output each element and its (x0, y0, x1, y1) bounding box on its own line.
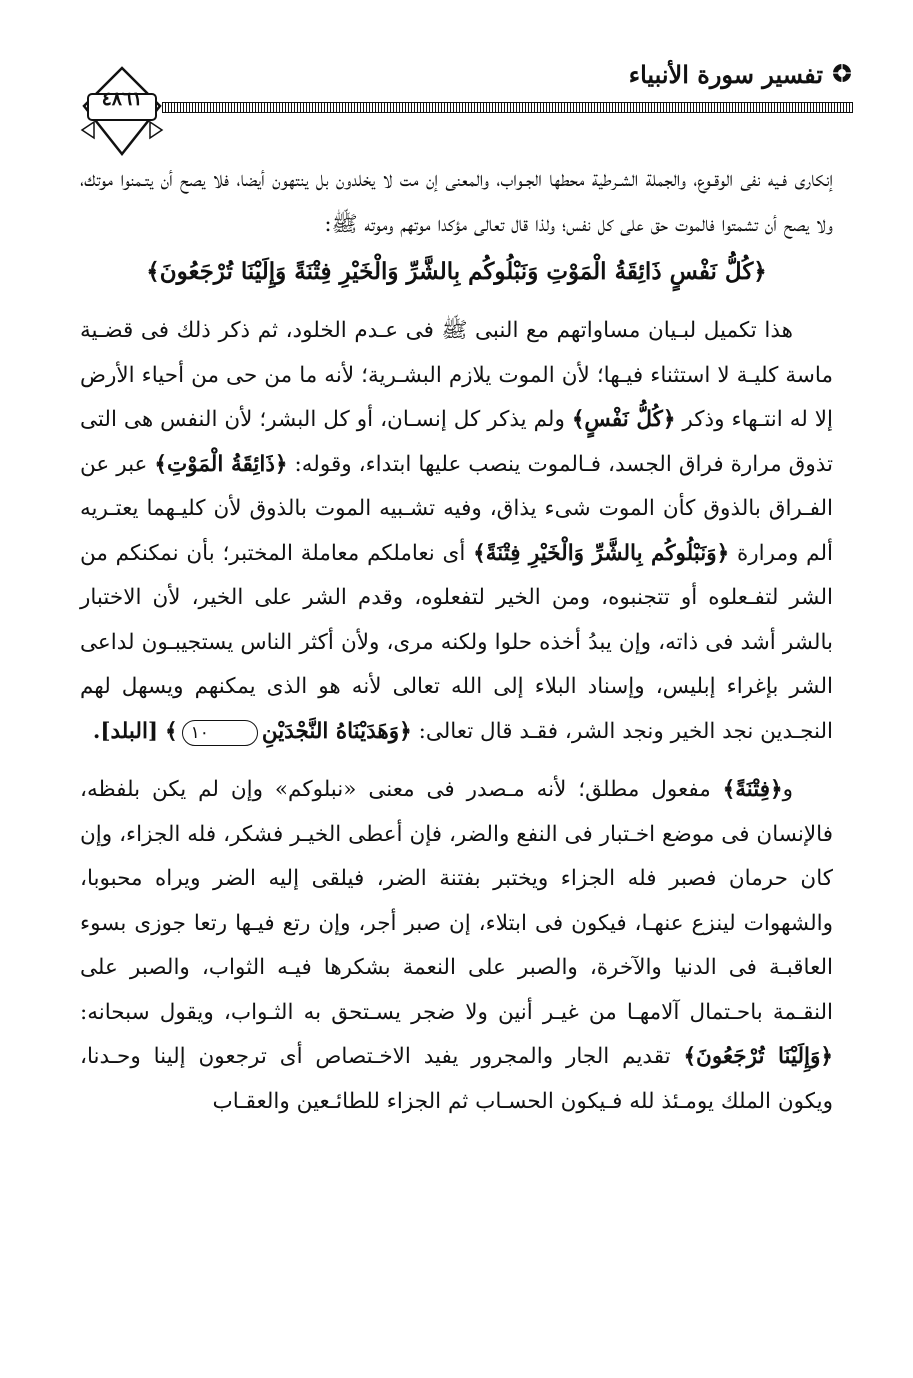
flower-ornament-icon (831, 62, 853, 84)
paragraph-2 (80, 309, 833, 754)
paragraph-2-text-4: أى نعاملكم معاملة المختبر؛ بأن نمكنكم من الشر لتفـعلوه أو تتجنبوه، ومن الخير لتفعلوه، وقدم الشر على الخير، لأن الاختبار بالشر أشد فى ذاته، وإن يبدُ أخذه حلوا ولكنه مرى، ولأن أكثر الناس يستجيبـون لداعى الشر بإغراء إبليس، وإسناد البلاء إلى الله تعالى لأنه هو الذى يمكنهم ويسهل لهم النجـدين نجد الخير ونجد الشر، فقـد قال تعالى: (80, 540, 833, 744)
quran-quote: ﴿وَهَدَيْنَاهُ النَّجْدَيْنِ (261, 718, 412, 744)
paragraph-2-text-1: هذا تكميل لبـيان مساواتهم مع النبى ﷺ فى عـدم الخلود، ثم ذكر ذلك فى قضـية ماسة كليـة لا استثناء فيـها؛ لأن الموت يلازم البشـرية؛ لأنه ما من حى من أحياء الأرض إلا له انتـهاء وذكر (80, 318, 834, 432)
surah-title: تفسير سورة الأنبياء (628, 60, 823, 89)
quran-verse: ﴿كُلُّ نَفْسٍ ذَائِقَةُ الْمَوْتِ وَنَبْلُوكُم بِالشَّرِّ وَالْخَيْرِ فِتْنَةً وَإِلَيْنَا تُرْجَعُونَ﴾ (146, 258, 767, 285)
paragraph-2-text-3: عبر عن الفـراق بالذوق كأن الموت شىء يذاق، وفيه تشـبيه الموت بالذوق لأن كليـهما يعتـريه ألم ومرارة (80, 451, 833, 566)
quran-quote: ﴿وَنَبْلُوكُم بِالشَّرِّ وَالْخَيْرِ فِتْنَةً﴾ (473, 540, 730, 566)
page-number-badge-icon (80, 66, 164, 156)
paragraph-2-text-2: ولم يذكر كل إنسـان، أو كل البشر؛ لأن النفس هى التى تذوق مرارة فراق الجسد، فـالموت ينصب عليها ابتداء، وقوله: (80, 407, 833, 477)
paragraph-3-text-2: تقديم الجار والمجرور يفيد الاخـتصاص أى ترجعون إلينا وحـدنا، ويكون الملك يومـئذ لله فـيكون الحسـاب ثم الجزاء للطائـعين والعقـاب (80, 1044, 833, 1114)
quran-quote: ﴿ذَائِقَةُ الْمَوْتِ﴾ (154, 451, 288, 477)
paragraph-3 (80, 768, 833, 1124)
page-body (80, 158, 833, 1124)
header-rule (162, 102, 853, 113)
page-header (80, 52, 853, 162)
quran-quote: ﴿كُلُّ نَفْسٍ﴾ (571, 407, 676, 432)
paragraph-3-lead: و (782, 777, 793, 802)
page-number: ٤٨٦١ (101, 88, 143, 110)
paragraph-3-text-1: مفعول مطلق؛ لأنه مـصدر فى معنى «نبلوكم» وإن لم يكن بلفظه، فالإنسان فى موضع اخـتبار فى النفع والضر، فإن أعطى الخيـر فشكر، فله الجزاء، وإن كان حرمان فصبر فله الجزاء ويختبر بفتنة الضر، فيلقى إليه الضر ويراه محبوبا، والشهوات لينزع عنهـا، فيكون فى ابتلاء، إن صبر أجر، وإن رتع فيـها رتعا جوزى بسوء العاقبـة فى الدنيا والآخرة، والصبر على النعمة بشكرها فيـه الثواب، والصبر على النقـمة باحـتمال آلامهـا من غيـر أنين ولا ضجر يسـتحق به الثـواب، ويقول سبحانه: (80, 777, 834, 1025)
surah-reference: [البلد]. (92, 718, 159, 744)
quran-quote-close: ﴾ (164, 718, 178, 744)
quran-quote: ﴿فِتْنَةً﴾ (722, 777, 783, 802)
paragraph-1: إنكارى فـيه نفى الوقـوع، والجملة الشـرطية محطها الجـواب، والمعنى إن مت لا يخلدون بل ينتهون أيضا، فلا يصح أن يتـمنوا موتك، ولا يصح أن تشمتوا فالموت حق على كل نفس؛ ولذا قال تعالى مؤكدا موتهم وموته ﷺ: (80, 167, 833, 237)
ayah-number-marker: ١٠ (182, 720, 258, 746)
quran-quote: ﴿وَإِلَيْنَا تُرْجَعُونَ﴾ (683, 1044, 833, 1069)
